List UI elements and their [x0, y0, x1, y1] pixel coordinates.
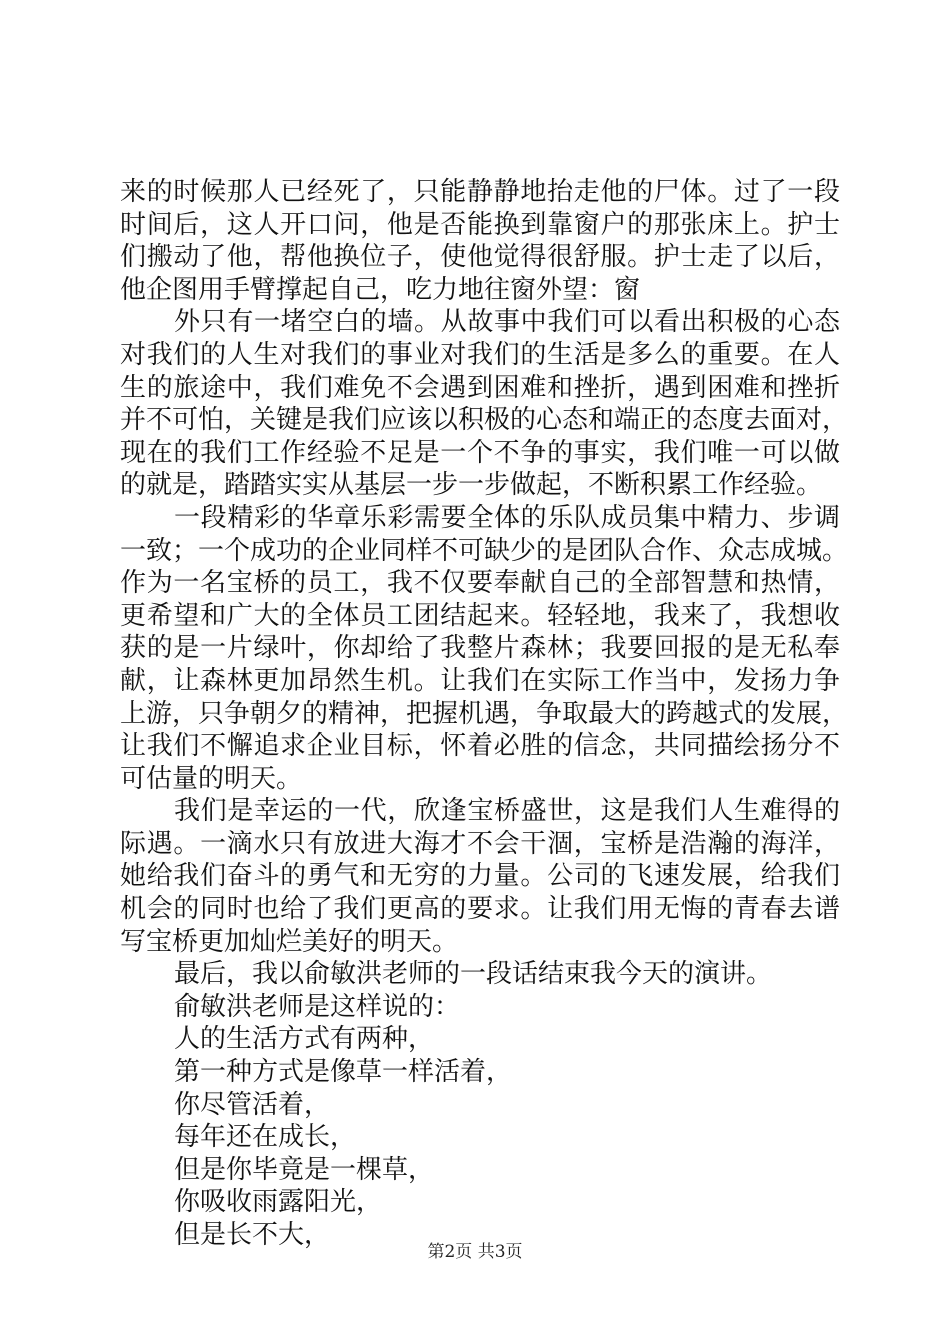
paragraph: [120, 1056, 840, 1089]
text-line: 我们是幸运的一代，欣逢宝桥盛世，这是我们人生难得的: [174, 796, 840, 827]
page-number-label: 第2页 共3页: [427, 1242, 523, 1262]
text-line: 她给我们奋斗的勇气和无穷的力量。公司的飞速发展，给我们: [120, 861, 840, 892]
text-line: 最后，我以俞敏洪老师的一段话结束我今天的演讲。: [174, 959, 773, 990]
text-line: 们搬动了他，帮他换位子，使他觉得很舒服。护士走了以后，: [120, 242, 840, 273]
text-line: 你尽管活着，: [174, 1089, 331, 1120]
text-line: 际遇。一滴水只有放进大海才不会干涸，宝桥是浩瀚的海洋，: [120, 828, 840, 859]
text-line: 作为一名宝桥的员工，我不仅要奉献自己的全部智慧和热情，: [120, 568, 840, 599]
text-line: 时间后，这人开口问，他是否能换到靠窗户的那张床上。护士: [120, 209, 840, 240]
text-line: 但是你毕竟是一棵草，: [174, 1154, 435, 1185]
paragraph: [120, 1121, 840, 1154]
text-line: 可估量的明天。: [120, 763, 303, 794]
text-line: 一段精彩的华章乐彩需要全体的乐队成员集中精力、步调: [174, 502, 840, 533]
text-line: 获的是一片绿叶，你却给了我整片森林；我要回报的是无私奉: [120, 633, 840, 664]
paragraph: [120, 1089, 840, 1122]
text-line: 对我们的人生对我们的事业对我们的生活是多么的重要。在人: [120, 339, 840, 370]
text-line: 更希望和广大的全体员工团结起来。轻轻地，我来了，我想收: [120, 600, 840, 631]
page-footer: [0, 1241, 950, 1263]
text-line: 每年还在成长，: [174, 1122, 357, 1153]
paragraph: [120, 795, 840, 958]
paragraph: [120, 502, 849, 795]
paragraph: [120, 306, 849, 502]
paragraph: [120, 1154, 840, 1187]
text-line: 上游，只争朝夕的精神，把握机遇，争取最大的跨越式的发展，: [120, 698, 849, 729]
paragraph: [120, 1023, 840, 1056]
text-line: 你吸收雨露阳光，: [174, 1187, 383, 1218]
text-line: 俞敏洪老师是这样说的：: [174, 991, 461, 1022]
text-line: 并不可怕，关键是我们应该以积极的心态和端正的态度去面对，: [120, 405, 849, 436]
text-line: 他企图用手臂撑起自己，吃力地往窗外望：窗: [120, 274, 641, 305]
paragraph: [120, 958, 840, 991]
text-line: 现在的我们工作经验不足是一个不争的事实，我们唯一可以做: [120, 437, 840, 468]
text-line: 一致；一个成功的企业同样不可缺少的是团队合作、众志成城。: [120, 535, 849, 566]
text-line: 的就是，踏踏实实从基层一步一步做起，不断积累工作经验。: [120, 470, 823, 501]
text-line: 但是长不大，: [174, 1220, 331, 1250]
text-line: 来的时候那人已经死了，只能静静地抬走他的尸体。过了一段: [120, 177, 840, 207]
text-line: 外只有一堵空白的墙。从故事中我们可以看出积极的心态: [174, 307, 840, 338]
document-body: [120, 176, 849, 1252]
text-line: 机会的同时也给了我们更高的要求。让我们用无悔的青春去谱: [120, 894, 840, 925]
paragraph: [120, 1186, 840, 1219]
text-line: 人的生活方式有两种，: [174, 1024, 435, 1055]
paragraph: [120, 176, 840, 306]
text-line: 让我们不懈追求企业目标，怀着必胜的信念，共同描绘扬分不: [120, 731, 840, 762]
text-line: 献，让森林更加昂然生机。让我们在实际工作当中，发扬力争: [120, 665, 840, 696]
paragraph: [120, 991, 840, 1024]
text-line: 第一种方式是像草一样活着，: [174, 1057, 513, 1088]
text-line: 生的旅途中，我们难免不会遇到困难和挫折，遇到困难和挫折: [120, 372, 840, 403]
text-line: 写宝桥更加灿烂美好的明天。: [120, 926, 459, 957]
